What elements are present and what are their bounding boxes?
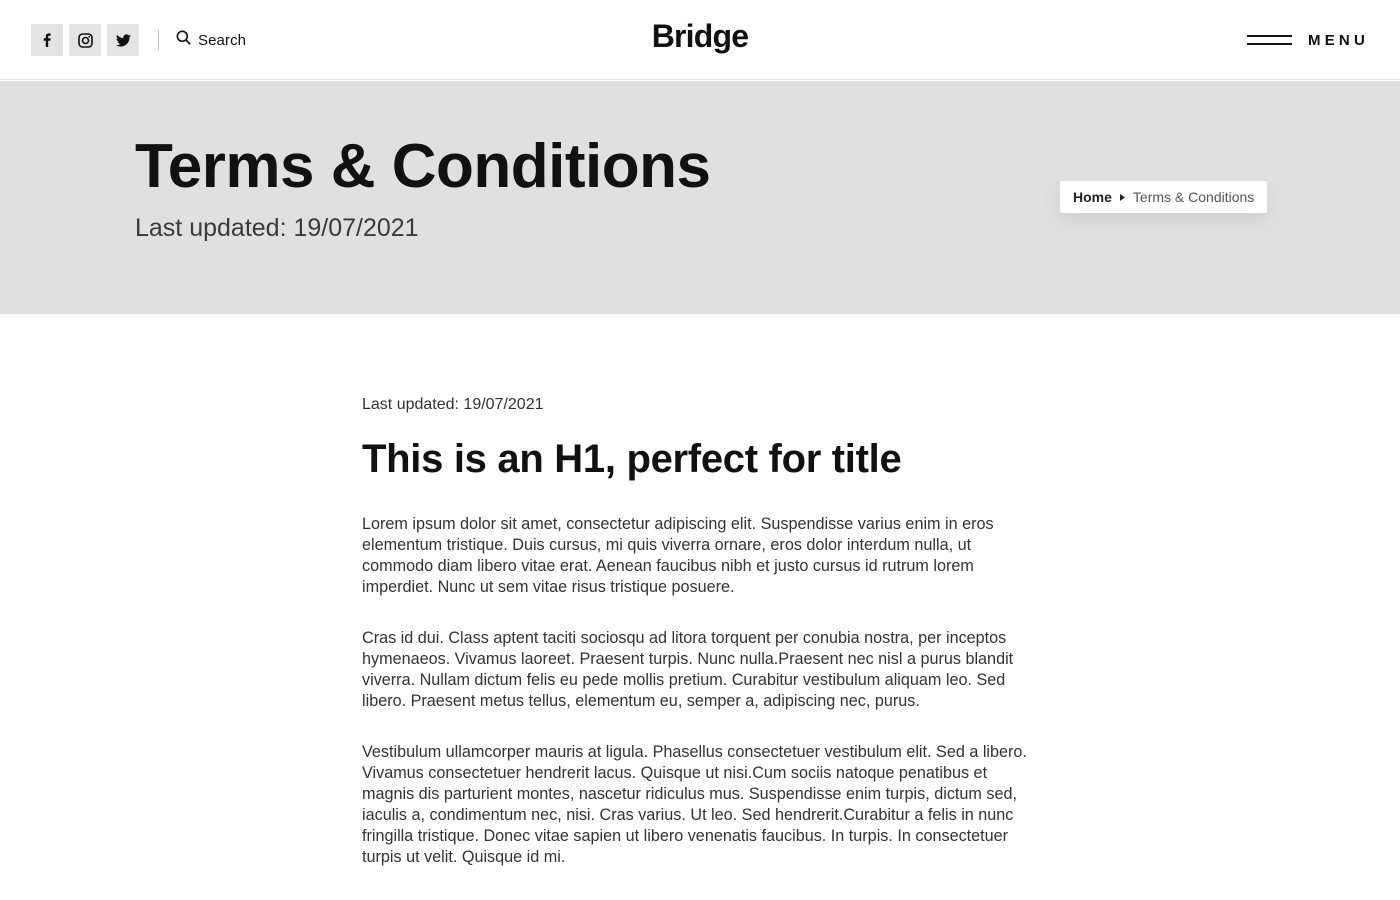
search-button[interactable] [176,30,246,50]
twitter-button[interactable] [107,24,139,56]
breadcrumb-home-link[interactable]: Home [1073,189,1112,205]
header-divider [158,30,159,50]
search-label: Search [198,31,247,49]
content-paragraph: Lorem ipsum dolor sit amet, consectetur adipiscing elit. Suspendisse varius enim in eros elementum tristique. Duis cursus, mi quis viverra ornare, eros dolor interdum nulla, ut commodo diam libero vitae erat. Aenean faucibus nibh et justo cursus id rutrum lorem imperdiet. Nunc ut sem vitae risus tristique posuere. [362,515,994,596]
menu-button[interactable] [1247,28,1369,52]
brand-logo[interactable]: Bridge [651,18,749,54]
content-last-updated: Last updated: 19/07/2021 [362,396,544,413]
facebook-button[interactable] [31,24,63,56]
instagram-button[interactable] [69,24,101,56]
hamburger-icon [1247,34,1292,46]
breadcrumb-current: Terms & Conditions [1132,189,1255,205]
twitter-icon [116,34,131,47]
instagram-icon [78,33,93,48]
site-header [0,0,1400,80]
facebook-icon [40,33,54,47]
breadcrumb [1060,181,1267,213]
title-band [0,81,1400,314]
menu-label: MENU [1308,31,1369,49]
page-subtitle: Last updated: 19/07/2021 [135,214,419,242]
content-paragraph: Vestibulum ullamcorper mauris at ligula. Phasellus consectetuer vestibulum elit. Sed a libero. Vivamus consectetuer hendrerit lacus. Quisque ut nisi.Cum sociis natoque penatibus et magnis dis parturient montes, nascetur ridiculus mus. Suspendisse enim turpis, dictum sed, iaculis a, condimentum nec, nisi. Cras varius. Ut leo. Sed hendrerit.Curabitur a felis in nunc fringilla tristique. Donec vitae sapien ut libero venenatis faucibus. In turpis. In consectetuer turpis ut velit. Quisque id mi. [362,743,1027,866]
search-icon [176,30,191,50]
main-content [362,394,1042,868]
social-links [31,24,139,56]
content-paragraph: Cras id dui. Class aptent taciti sociosqu ad litora torquent per conubia nostra, per inceptos hymenaeos. Vivamus laoreet. Praesent turpis. Nunc nulla.Praesent nec nisl a purus blandit viverra. Nullam dictum felis eu pede mollis pretium. Curabitur vestibulum aliquam leo. Sed libero. Praesent metus tellus, elementum eu, semper a, adipiscing nec, purus. [362,629,1014,710]
page-title: Terms & Conditions [135,132,711,201]
breadcrumb-arrow-icon [1120,188,1125,206]
content-heading: This is an H1, perfect for title [362,437,902,481]
